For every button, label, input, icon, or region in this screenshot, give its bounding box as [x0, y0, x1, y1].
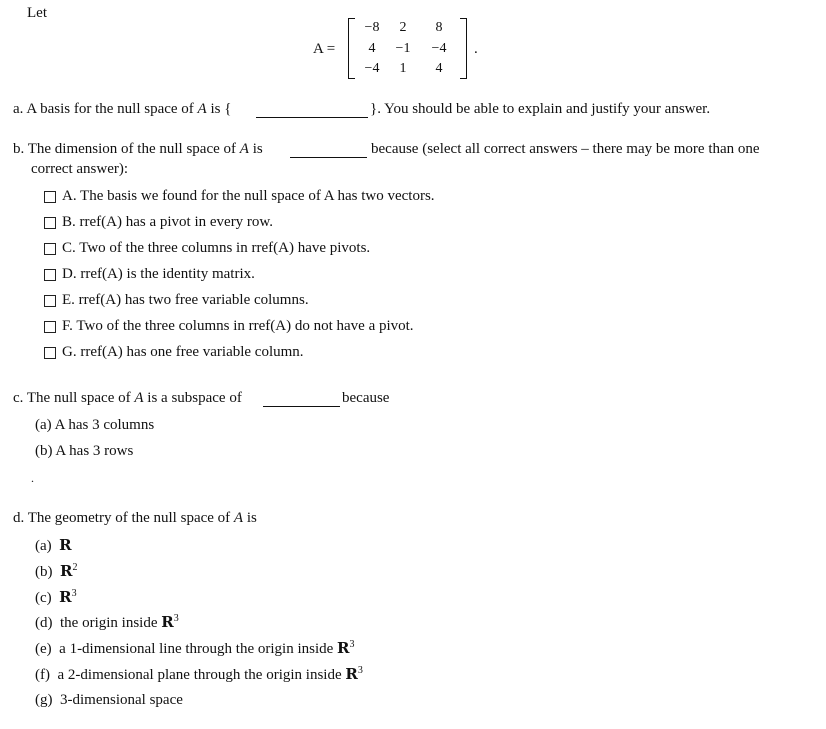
option-g-label: G. rref(A) has one free variable column. — [62, 344, 304, 360]
matrix-cell: 2 — [399, 20, 407, 35]
option-c-checkbox[interactable] — [44, 243, 56, 255]
subspace-input[interactable] — [263, 390, 340, 407]
option-f-label: F. Two of the three columns in rref(A) do not have a pivot. — [62, 318, 414, 334]
option-f-checkbox[interactable] — [44, 321, 56, 333]
option-e-label: E. rref(A) has two free variable columns. — [62, 292, 309, 308]
part-b-line2: correct answer): — [31, 161, 129, 177]
matrix-A — [345, 18, 471, 78]
part-b-question: b. The dimension of the null space of A is — [13, 141, 263, 157]
part-c-question: c. The null space of A is a subspace of — [13, 390, 242, 406]
option-d-label: D. rref(A) is the identity matrix. — [62, 266, 255, 282]
part-b-because: because (select all correct answers – there may be more than one — [371, 141, 760, 157]
part-a-question: a. A basis for the null space of A is { — [13, 101, 232, 117]
option-a-checkbox[interactable] — [44, 191, 56, 203]
matrix-cell: −4 — [364, 61, 380, 76]
matrix-cell: −8 — [364, 20, 380, 35]
option-c-label: C. Two of the three columns in rref(A) have pivots. — [62, 240, 371, 256]
part-d-option-a[interactable]: (a) R — [35, 536, 72, 554]
intro-text: Let — [27, 5, 47, 21]
matrix-cell: −4 — [431, 41, 447, 56]
option-d-checkbox[interactable] — [44, 269, 56, 281]
null-space-basis-input[interactable] — [256, 101, 368, 118]
right-bracket — [460, 18, 467, 79]
left-bracket — [348, 18, 355, 79]
part-d-option-b[interactable]: (b) $R^2$ — [35, 562, 78, 580]
matrix-cell: −1 — [395, 41, 411, 56]
matrix-cell: 1 — [399, 61, 407, 76]
part-d-option-d[interactable]: (d) the origin inside $R^3$ — [35, 613, 179, 631]
part-c-option-a[interactable]: (a) A has 3 columns — [35, 417, 155, 433]
option-b-checkbox[interactable] — [44, 217, 56, 229]
dimension-input[interactable] — [290, 141, 367, 158]
part-d-option-e[interactable]: (e) a 1-dimensional line through the origin inside $R^3$ — [35, 639, 355, 657]
matrix-lhs: A = — [313, 41, 336, 57]
part-d-option-c[interactable]: (c) $R^3$ — [35, 588, 77, 606]
option-a-label: A. The basis we found for the null space of A has two vectors. — [62, 188, 435, 204]
matrix-cell: 4 — [435, 61, 443, 76]
stray-dot: . — [31, 471, 34, 485]
matrix-cell: 4 — [368, 41, 376, 56]
part-c-because: because — [342, 390, 390, 406]
option-e-checkbox[interactable] — [44, 295, 56, 307]
part-d-option-g[interactable]: (g) 3-dimensional space — [35, 692, 183, 708]
matrix-period: . — [474, 41, 478, 57]
part-a-suffix: }. You should be able to explain and justify your answer. — [370, 101, 711, 117]
option-g-checkbox[interactable] — [44, 347, 56, 359]
matrix-cell: 8 — [435, 20, 443, 35]
option-b-label: B. rref(A) has a pivot in every row. — [62, 214, 274, 230]
part-d-option-f[interactable]: (f) a 2-dimensional plane through the origin inside $R^3$ — [35, 665, 363, 683]
part-d-question: d. The geometry of the null space of A is — [13, 510, 257, 526]
part-c-option-b[interactable]: (b) A has 3 rows — [35, 443, 134, 459]
